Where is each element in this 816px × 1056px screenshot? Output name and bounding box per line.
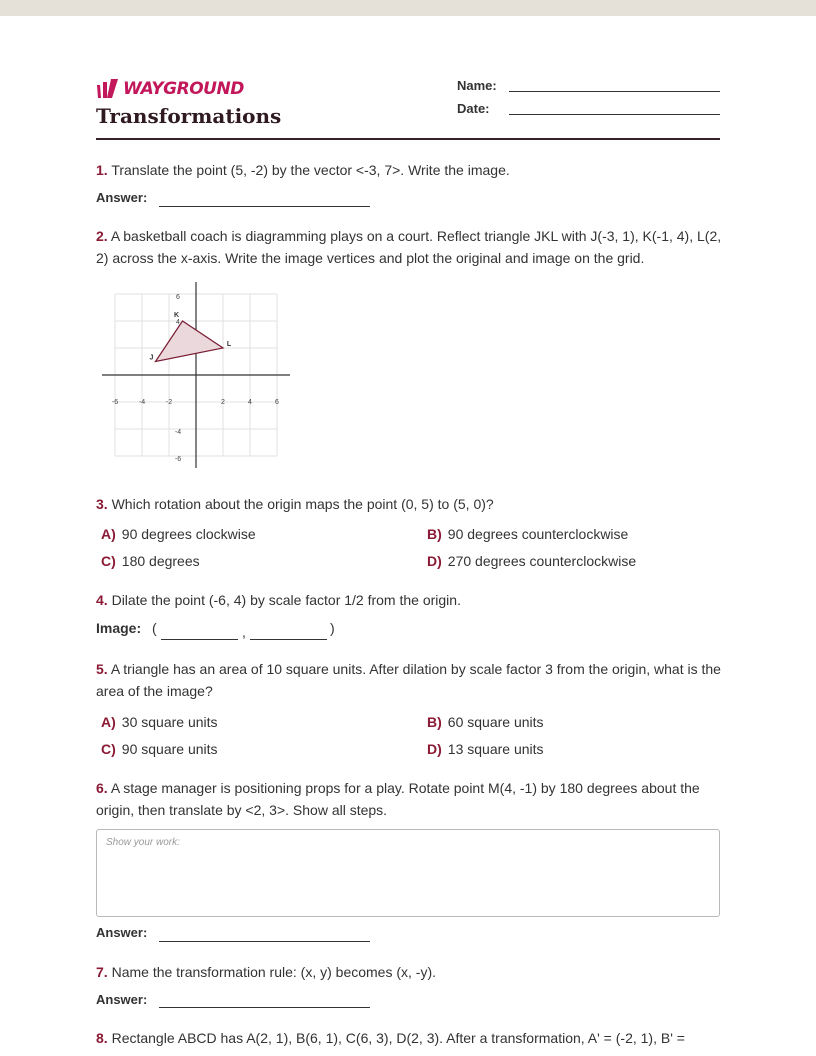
- brand-logo: [96, 79, 244, 99]
- question-number: 2.: [96, 228, 108, 244]
- question-number: 1.: [96, 162, 108, 178]
- brand-mark-icon: [96, 79, 122, 99]
- question-7: [96, 961, 722, 983]
- close-paren: ): [330, 620, 335, 636]
- answer-label: Answer:: [96, 190, 148, 205]
- question-text: Which rotation about the origin maps the point (0, 5) to (5, 0)?: [111, 496, 494, 512]
- option-text: 90 square units: [121, 741, 218, 757]
- question-text: Translate the point (5, -2) by the vector <-3, 7>. Write the image.: [111, 162, 510, 178]
- question-text: A triangle has an area of 10 square units. After dilation by scale factor 3 from the origin, what is the area of the image?: [96, 661, 721, 699]
- page-title: Transformations: [96, 104, 282, 128]
- question-text: Rectangle ABCD has A(2, 1), B(6, 1), C(6, 3), D(2, 3). After a transformation, A' = (-2, 1), B' =: [111, 1030, 685, 1046]
- question-1: [96, 159, 722, 181]
- name-field[interactable]: [509, 91, 720, 92]
- open-paren: (: [152, 620, 157, 636]
- option-letter: D): [427, 553, 442, 569]
- x-tick-label: -2: [165, 399, 173, 406]
- x-tick-label: -6: [111, 399, 119, 406]
- header-divider: [96, 138, 720, 140]
- x-tick-label: 4: [248, 399, 252, 406]
- question-text: Name the transformation rule: (x, y) becomes (x, -y).: [111, 964, 437, 980]
- y-tick-label: 4: [176, 319, 180, 326]
- vertex-label: J: [149, 354, 154, 362]
- top-bar: [0, 0, 816, 16]
- answer-label: Answer:: [96, 925, 148, 940]
- answer-label: Answer:: [96, 992, 148, 1007]
- question-4: [96, 589, 722, 611]
- work-area[interactable]: [96, 829, 720, 917]
- brand-name: WAYGROUND: [123, 79, 244, 99]
- answer-field-q6[interactable]: [159, 941, 370, 942]
- x-tick-label: 6: [275, 399, 279, 406]
- option-letter: C): [101, 553, 116, 569]
- y-tick-label: -4: [174, 429, 182, 436]
- y-tick-label: 6: [176, 294, 180, 301]
- question-5: [96, 658, 722, 702]
- y-tick-label: -6: [174, 456, 182, 463]
- image-label: Image:: [96, 620, 142, 636]
- answer-field-q1[interactable]: [159, 206, 370, 207]
- triangle-jkl: [156, 321, 224, 362]
- option-d[interactable]: [427, 553, 636, 569]
- option-a[interactable]: [101, 714, 218, 730]
- option-letter: D): [427, 741, 442, 757]
- option-letter: C): [101, 741, 116, 757]
- option-text: 13 square units: [447, 741, 544, 757]
- date-label: Date:: [457, 101, 490, 116]
- option-text: 180 degrees: [121, 553, 200, 569]
- option-letter: A): [101, 714, 116, 730]
- option-b[interactable]: [427, 526, 628, 542]
- option-letter: B): [427, 526, 442, 542]
- answer-field-q7[interactable]: [159, 1007, 370, 1008]
- coordinate-grid[interactable]: [100, 280, 295, 472]
- option-text: 90 degrees clockwise: [121, 526, 256, 542]
- option-d[interactable]: [427, 741, 544, 757]
- comma: ,: [242, 624, 246, 640]
- option-text: 60 square units: [447, 714, 544, 730]
- question-3: [96, 493, 722, 515]
- option-text: 270 degrees counterclockwise: [447, 553, 637, 569]
- image-y-field[interactable]: [250, 639, 327, 640]
- question-number: 7.: [96, 964, 108, 980]
- option-c[interactable]: [101, 553, 200, 569]
- question-number: 6.: [96, 780, 108, 796]
- option-a[interactable]: [101, 526, 256, 542]
- question-6: [96, 777, 722, 821]
- question-number: 8.: [96, 1030, 108, 1046]
- question-number: 5.: [96, 661, 108, 677]
- option-text: 30 square units: [121, 714, 218, 730]
- vertex-label: L: [226, 341, 232, 348]
- option-letter: B): [427, 714, 442, 730]
- question-text: A basketball coach is diagramming plays on a court. Reflect triangle JKL with J(-3, 1), K(-1, 4), L(2, 2) across the x-axis. Write the image vertices and plot the original and image on the grid.: [96, 228, 722, 266]
- image-x-field[interactable]: [161, 639, 238, 640]
- option-b[interactable]: [427, 714, 544, 730]
- name-label: Name:: [457, 78, 497, 93]
- question-text: Dilate the point (-6, 4) by scale factor 1/2 from the origin.: [111, 592, 461, 608]
- question-8: [96, 1027, 722, 1049]
- vertex-label: K: [173, 312, 180, 319]
- x-tick-label: -4: [138, 399, 146, 406]
- work-placeholder: Show your work:: [106, 837, 180, 848]
- option-letter: A): [101, 526, 116, 542]
- option-text: 90 degrees counterclockwise: [447, 526, 629, 542]
- x-tick-label: 2: [221, 399, 225, 406]
- date-field[interactable]: [509, 114, 720, 115]
- question-text: A stage manager is positioning props for a play. Rotate point M(4, -1) by 180 degrees about the origin, then translate by <2, 3>. Show all steps.: [96, 780, 700, 818]
- question-number: 3.: [96, 496, 108, 512]
- option-c[interactable]: [101, 741, 218, 757]
- question-number: 4.: [96, 592, 108, 608]
- question-2: [96, 225, 722, 269]
